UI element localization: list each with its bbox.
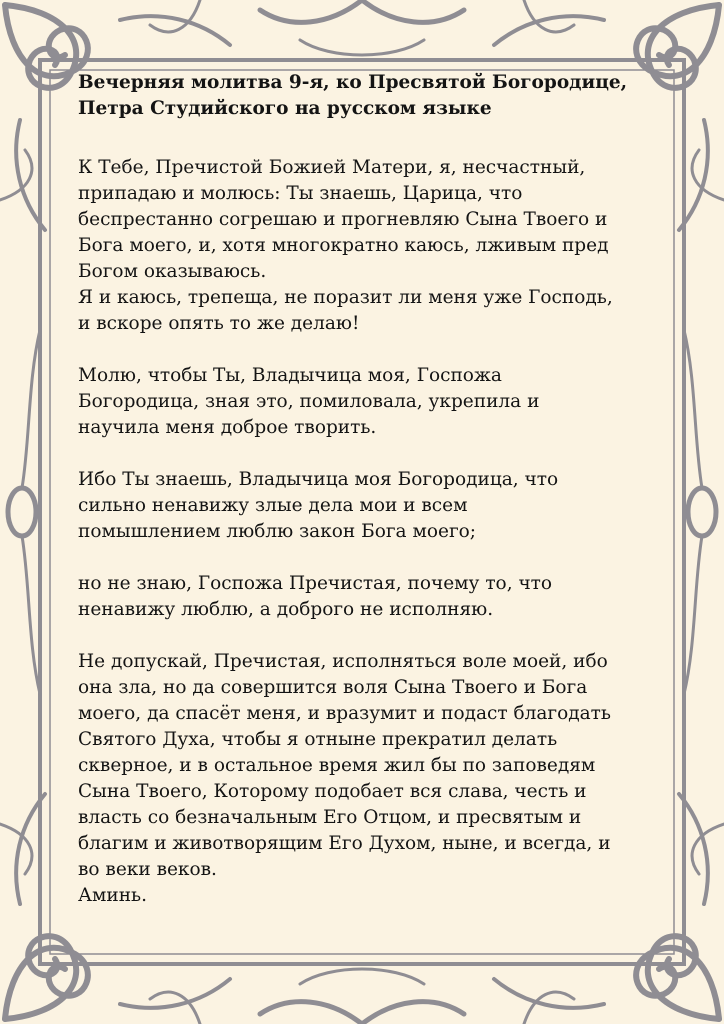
paragraph-2 bbox=[78, 363, 658, 441]
text-line: Молю, чтобы Ты, Владычица моя, Госпожа bbox=[78, 365, 502, 386]
text-line: благим и животворящим Его Духом, ныне, и всегда, и bbox=[78, 833, 611, 854]
text-line: власть со безначальным Его Отцом, и пресвятым и bbox=[78, 807, 582, 828]
text-line: и вскоре опять то же делаю! bbox=[78, 313, 360, 334]
title-line: Петра Студийского на русском языке bbox=[78, 98, 492, 119]
text-line: Я и каюсь, трепеща, не поразит ли меня уже Господь, bbox=[78, 287, 613, 308]
text-line: ненавижу люблю, а доброго не исполняю. bbox=[78, 599, 494, 620]
text-line: Богородица, зная это, помиловала, укрепила и bbox=[78, 391, 540, 412]
text-line: Сына Твоего, Которому подобает вся слава, честь и bbox=[78, 781, 587, 802]
text-line: припадаю и молюсь: Ты знаешь, Царица, что bbox=[78, 183, 523, 204]
text-line: беспрестанно согрешаю и прогневляю Сына Твоего и bbox=[78, 209, 608, 230]
text-line: во веки веков. bbox=[78, 859, 217, 880]
prayer-text bbox=[78, 70, 658, 935]
top-center-ornament bbox=[260, 0, 464, 55]
paragraph-3 bbox=[78, 467, 658, 545]
text-line: сильно ненавижу злые дела мои и всем bbox=[78, 495, 468, 516]
paragraph-1 bbox=[78, 155, 658, 337]
text-line: Святого Духа, чтобы я отныне прекратил делать bbox=[78, 729, 558, 750]
left-medallion-ornament bbox=[8, 330, 40, 694]
text-line: но не знаю, Госпожа Пречистая, почему то, что bbox=[78, 573, 553, 594]
text-line: Богом оказываюсь. bbox=[78, 261, 267, 282]
text-line: Ибо Ты знаешь, Владычица моя Богородица, что bbox=[78, 469, 559, 490]
paragraph-5 bbox=[78, 649, 658, 909]
document-title bbox=[78, 70, 658, 122]
right-medallion-ornament bbox=[684, 330, 716, 694]
amen-line: Аминь. bbox=[78, 885, 148, 906]
title-line: Вечерняя молитва 9-я, ко Пресвятой Богородице, bbox=[78, 72, 628, 93]
text-line: Бога моего, и, хотя многократно каюсь, лживым пред bbox=[78, 235, 609, 256]
text-line: Не допускай, Пречистая, исполняться воле моей, ибо bbox=[78, 651, 608, 672]
text-line: моего, да спасёт меня, и вразумит и подаст благодать bbox=[78, 703, 611, 724]
text-line: она зла, но да совершится воля Сына Твоего и Бога bbox=[78, 677, 588, 698]
text-line: научила меня доброе творить. bbox=[78, 417, 377, 438]
text-line: скверное, и в остальное время жил бы по заповедям bbox=[78, 755, 596, 776]
paragraph-4 bbox=[78, 571, 658, 623]
bottom-center-ornament bbox=[260, 969, 464, 1024]
text-line: К Тебе, Пречистой Божией Матери, я, несчастный, bbox=[78, 157, 586, 178]
text-line: помышлением люблю закон Бога моего; bbox=[78, 521, 477, 542]
